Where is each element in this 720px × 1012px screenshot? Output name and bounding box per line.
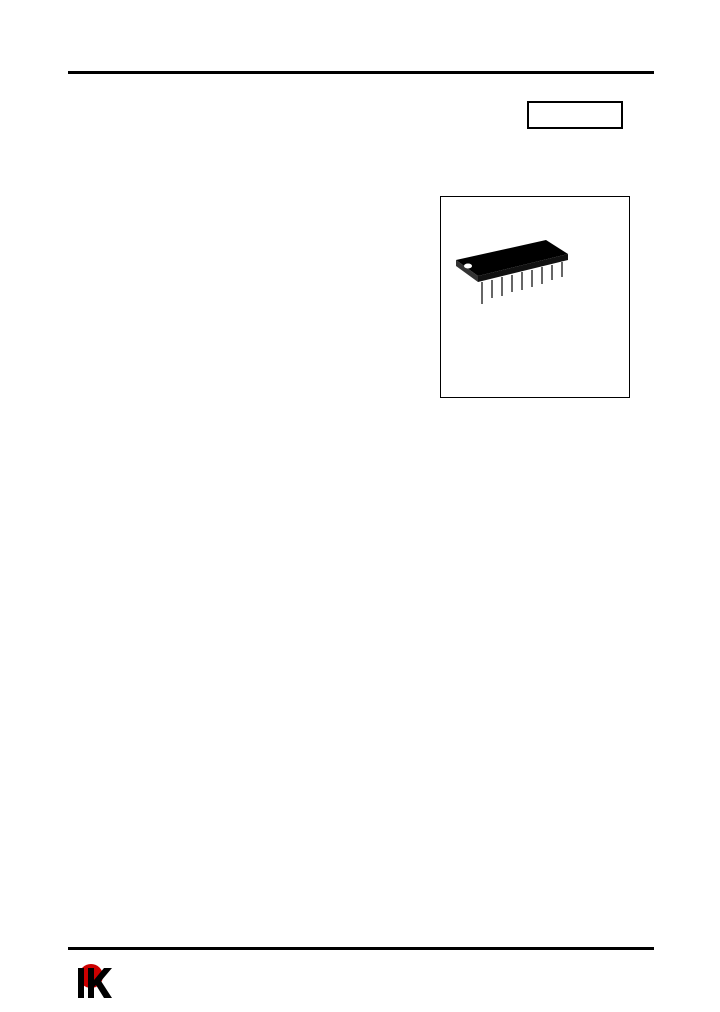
ik-logo-icon <box>74 962 134 1002</box>
header-rule <box>68 71 654 74</box>
part-number-box <box>527 101 623 129</box>
dip-package-icon <box>446 232 576 322</box>
footer-rule <box>68 947 654 950</box>
pin-diagram <box>245 690 475 850</box>
